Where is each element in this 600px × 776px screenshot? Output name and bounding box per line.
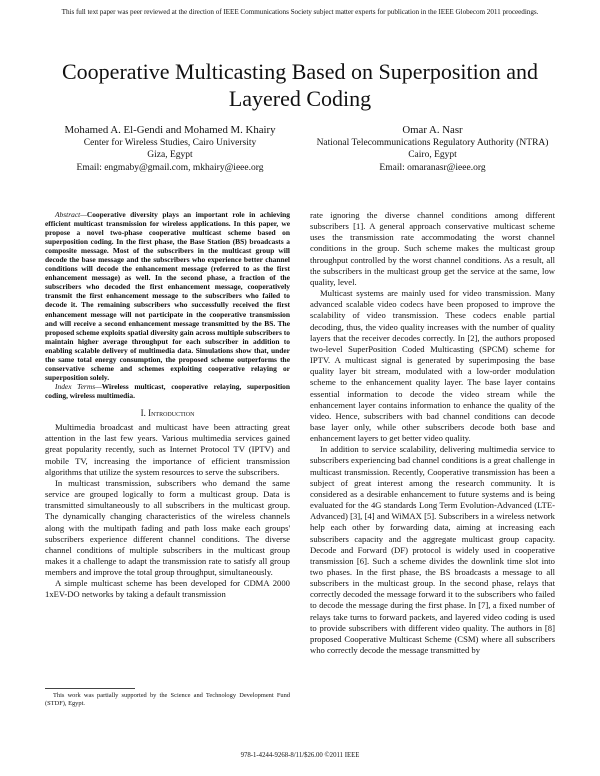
paragraph: Multicast systems are mainly used for video transmission. Many advanced scalable video codecs have been proposed to improve the scalability of video transmission. These codecs enable partial decoding, thus, the video quality increases with the number of quality layers that the receiver decodes correctly. In [2], the authors proposed two-level SuperPosition Coded Multicasting (SPCM) scheme for IPTV. A multicast signal is generated by superimposing the base quality layer bit stream, modulated with a low-order modulation scheme to the enhancement quality layer. The base layer contains essential information to decode the video stream while the enhancement layer contains information to enhance the quality of the video. Hence, subscribers with bad channel conditions can decode base layer only, while other subscribers decode both base and enhancement layers to get better video quality.: [310, 288, 555, 444]
author-email: Email: engmaby@gmail.com, mkhairy@ieee.org: [76, 162, 264, 173]
index-terms-label: Index Terms—: [55, 381, 102, 391]
paper-title: Cooperative Multicasting Based on Superposition and Layered Coding: [62, 59, 538, 111]
abstract: [45, 210, 290, 382]
paragraph: A simple multicast scheme has been developed for CDMA 2000 1xEV-DO networks by taking a default transmission: [45, 578, 290, 600]
author-names: Mohamed A. El-Gendi and Mohamed M. Khairy: [64, 124, 276, 136]
paragraph: In addition to service scalability, delivering multimedia service to subscribers experiencing bad channel conditions is a great challenge in multicast transmission. Recently, Cooperative transmission has been a subject of great interest among the research community. It is considered as a desirable enhancement to future systems and is being evaluated for the 4G standards Long Term Evolution-Advanced (LTE-Advanced) [3], [4] and WiMAX [5]. Subscribers in a wireless network help each other by forwarding data, aiming at increasing each subscribers capacity and the aggregate multicast group capacity. Decode and Forward (DF) protocol is widely used in cooperative transmission [6]. Such a scheme divides the downlink time slot into two phases. In the first phase, the BS broadcasts a message to all subscribers in the multicast group. In the second phase, relays that correctly decoded the message forward it to the subscribers who failed to decode the message during the first phase. In [7], a fixed number of relays take turns to forward packets, and layered video coding is used to provide subscribers with different video quality. The authors in [8] proposed Cooperative Multicast Scheme (CSM) where all subscribers who correctly decode the message transmitted by: [310, 444, 555, 656]
author-affiliation: National Telecommunications Regulatory Authority (NTRA): [316, 138, 549, 149]
author-block-right: [300, 124, 565, 174]
peer-review-header-note: This full text paper was peer reviewed at the direction of IEEE Communications Society subject matter experts for publication in the IEEE Globecom 2011 proceedings.: [61, 8, 539, 16]
left-column: [45, 210, 290, 601]
index-terms: [45, 382, 290, 400]
abstract-text: Cooperative diversity plays an important role in achieving efficient multicast transmission for wireless applications. In this paper, we propose a novel two-phase cooperative multicast scheme based on superposition coding. In the first phase, the Base Station (BS) broadcasts a composite message. Most of the subscribers in the multicast group will decode the base message and the subscribers who experience better channel conditions will decode the enhancement message (referred to as the first enhancement message) as well. In the second phase, a fraction of the subscribers who decoded the first enhancement message, cooperatively transmit the first enhancement message to the subscribers who failed to decode it. The remaining subscribers who successfully received the first enhancement message will not participate in the cooperative transmission and will receive a second enhancement message transmitted by the BS. The proposed scheme exploits spatial diversity gain across multiple subscribers to maintain higher average throughput for each subscriber in addition to enabling scalable delivery of multimedia data. Simulations show that, under the same total energy consumption, the proposed scheme outperforms the conservative scheme and schemes exploiting cooperative relaying or superposition solely.: [45, 210, 290, 382]
paragraph: In multicast transmission, subscribers who demand the same service are grouped logically to form a multicast group. Data is transmitted simultaneously to all subscribers in the multicast group. The dynamically changing characteristics of the wireless channels along with the multipath fading and path loss make each groups' subscribers experience different channel conditions. The diverse channel conditions of multiple subscribers in the multicast group makes it a challenge to adapt the transmission rate to satisfy all group members and improve the total group throughput, simultaneously.: [45, 477, 290, 578]
funding-footnote: This work was partially supported by the Science and Technology Development Fund (STDF), Egypt.: [45, 692, 290, 708]
paragraph: rate ignoring the diverse channel conditions among different subscribers [1]. A general approach conservative multicast scheme uses the transmission rate accommodating the worst channel conditions in the group. Such scheme makes the multicast group throughput controlled by the worst channel conditions. As a result, all the subscribers in the multicast group get the service at the same, low quality, level.: [310, 210, 555, 287]
author-location: Cairo, Egypt: [408, 150, 457, 161]
author-names: Omar A. Nasr: [402, 124, 463, 136]
index-terms-text: Wireless multicast, cooperative relaying, superposition coding, wireless multimedia.: [45, 381, 290, 400]
paragraph: Multimedia broadcast and multicast have been attracting great attention in the last few years. Various multimedia services gained great popularity recently, such as Internet Protocol TV (IPTV) and mobile TV, increasing the importance of efficient transmission algorithms that utilize the system resources to serve the subscribers.: [45, 422, 290, 477]
right-column: [310, 210, 555, 656]
footnote-divider: [45, 688, 135, 689]
author-affiliation: Center for Wireless Studies, Cairo University: [83, 138, 257, 149]
author-location: Giza, Egypt: [147, 150, 193, 161]
abstract-label: Abstract—: [55, 210, 87, 219]
section-heading-introduction: I. Introduction: [140, 407, 195, 418]
author-block-left: [40, 124, 300, 174]
copyright-line: 978-1-4244-9268-8/11/$26.00 ©2011 IEEE: [240, 752, 360, 759]
author-email: Email: omaranasr@ieee.org: [379, 162, 486, 173]
